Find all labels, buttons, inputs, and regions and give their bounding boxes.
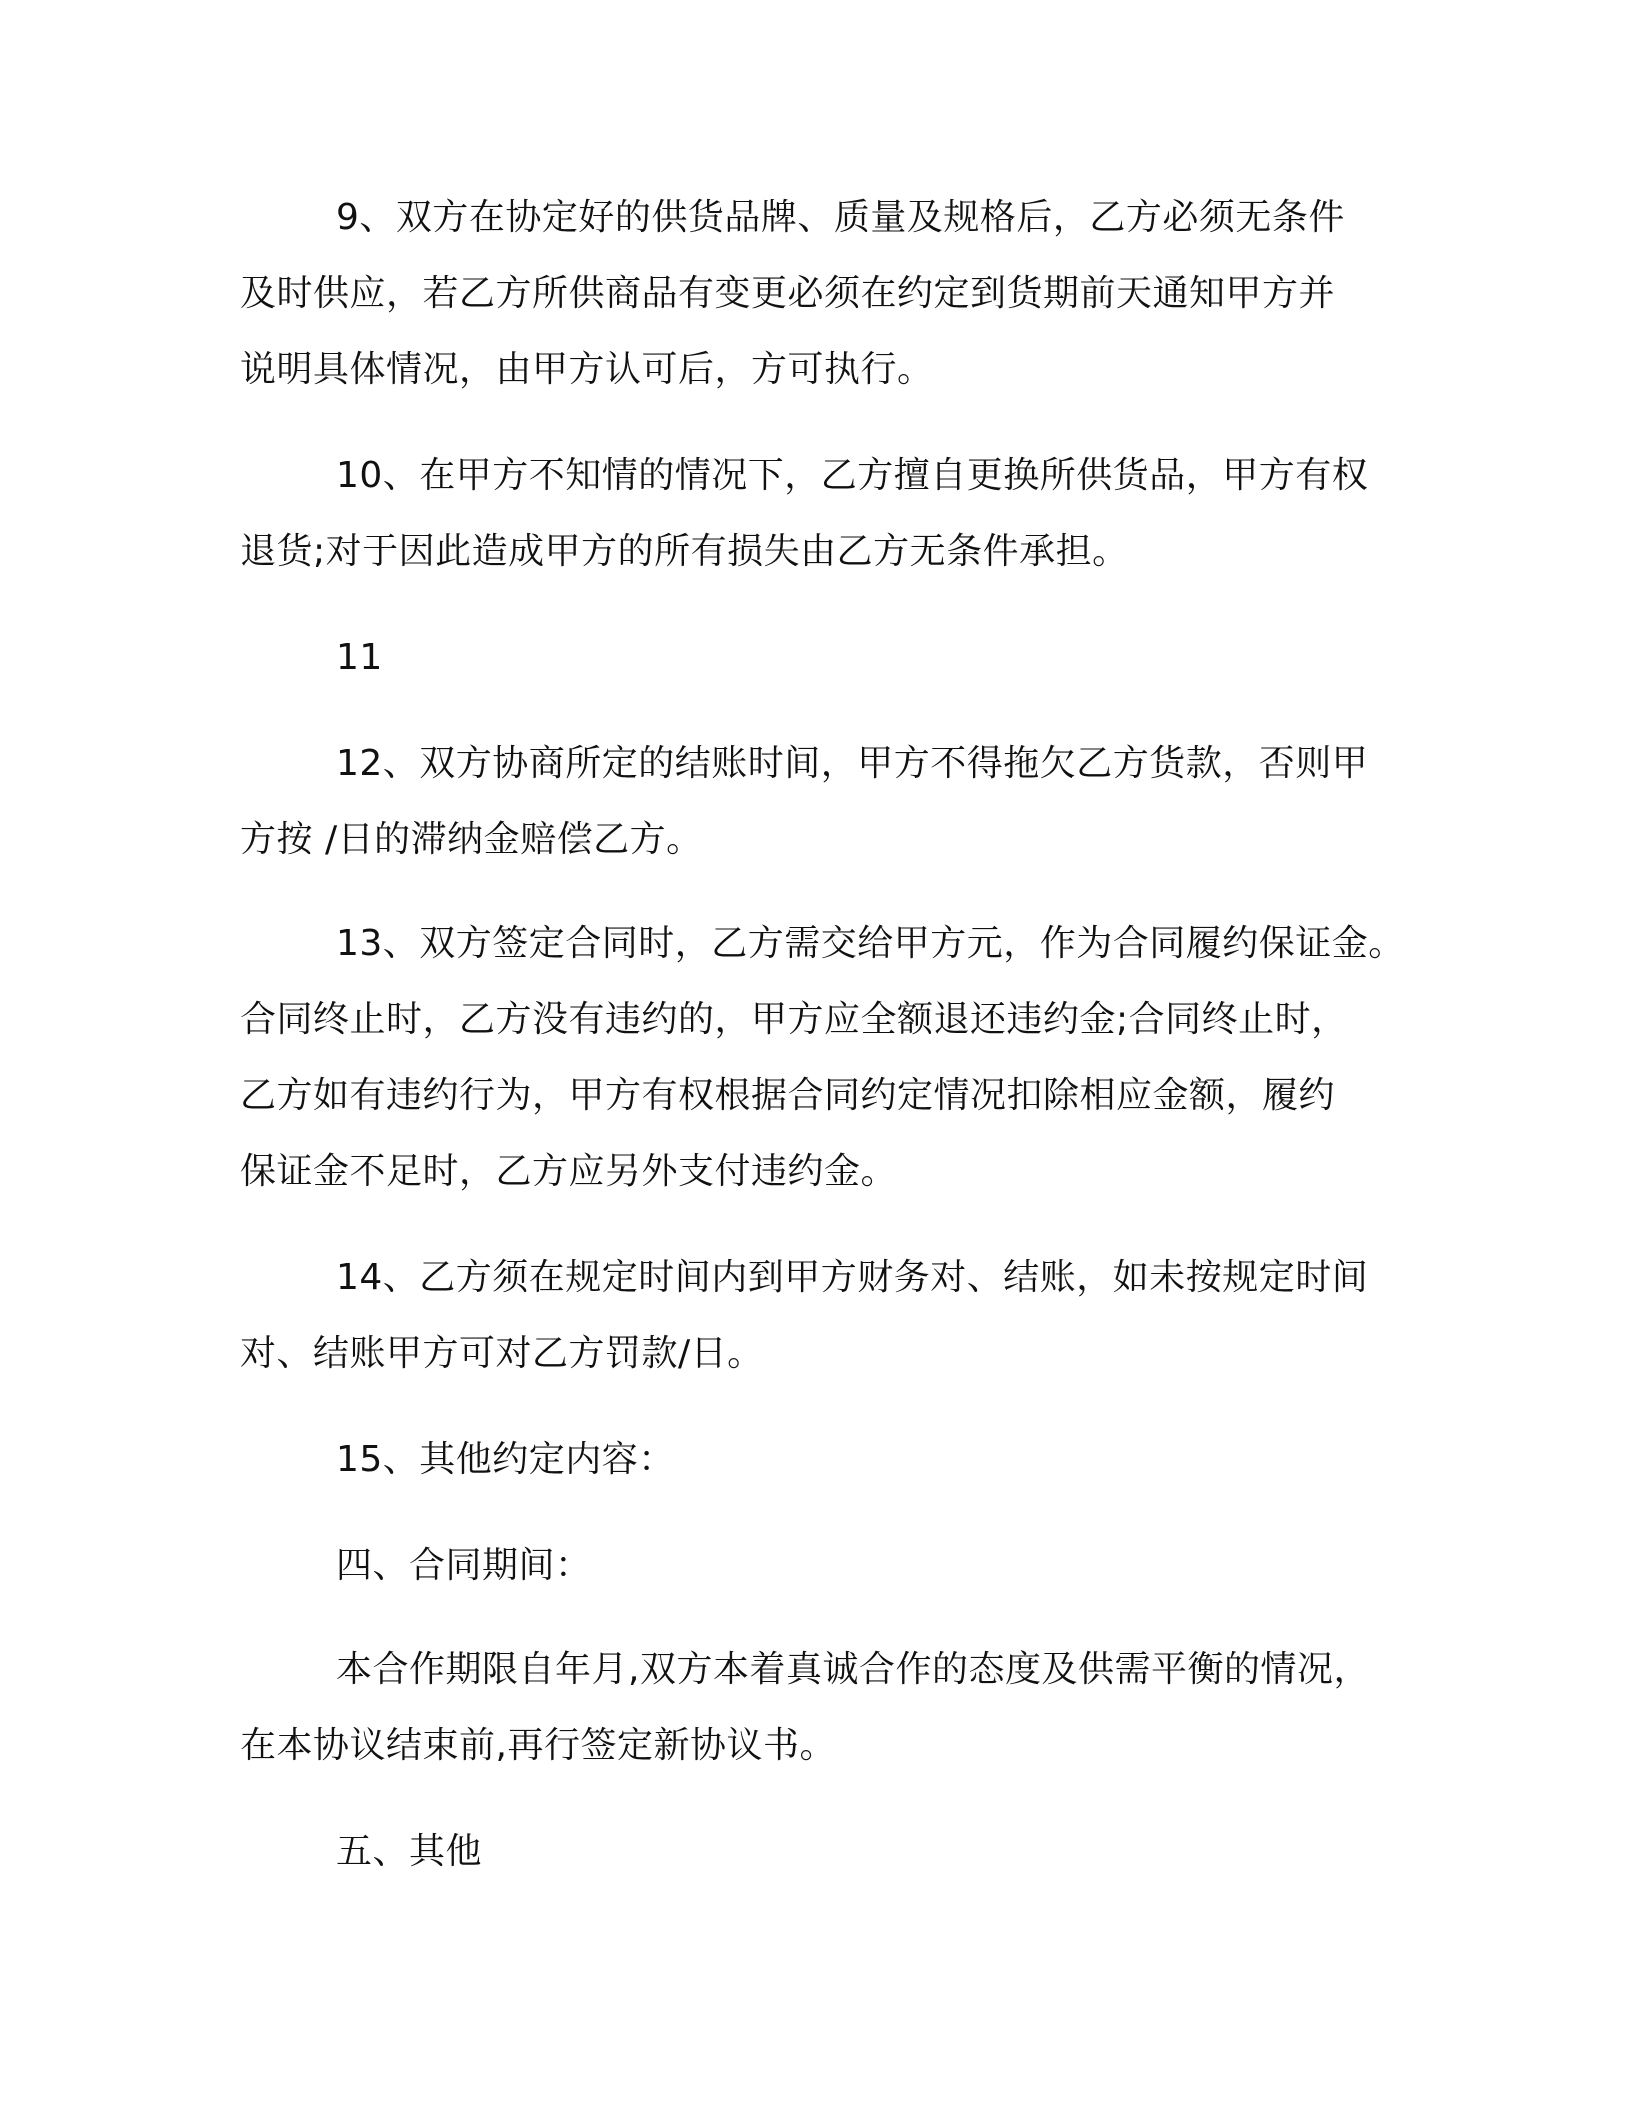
section-5-heading: 五、其他 (336, 1831, 483, 1872)
clause-13-line-3: 乙方如有违约行为，甲方有权根据合同约定情况扣除相应金额，履约 (240, 1075, 1336, 1116)
clause-13-line-1: 13、双方签定合同时，乙方需交给甲方元，作为合同履约保证金。 (336, 923, 1405, 964)
clause-15-line-1: 15、其他约定内容： (336, 1439, 675, 1480)
clause-14-line-2: 对、结账甲方可对乙方罚款/日。 (240, 1333, 764, 1374)
clause-10-line-2: 退货;对于因此造成甲方的所有损失由乙方无条件承担。 (240, 531, 1129, 572)
clause-10-line-1: 10、在甲方不知情的情况下，乙方擅自更换所供货品，甲方有权 (336, 455, 1369, 496)
clause-13-line-4: 保证金不足时，乙方应另外支付违约金。 (240, 1151, 898, 1192)
clause-12-line-2: 方按 /日的滞纳金赔偿乙方。 (240, 819, 703, 860)
section-4-heading: 四、合同期间： (336, 1545, 592, 1586)
clause-9-line-2: 及时供应，若乙方所供商品有变更必须在约定到货期前天通知甲方并 (240, 273, 1336, 314)
clause-13-line-2: 合同终止时，乙方没有违约的，甲方应全额退还违约金;合同终止时， (240, 999, 1348, 1040)
section-4-body-line-2: 在本协议结束前,再行签定新协议书。 (240, 1725, 836, 1766)
clause-9-line-3: 说明具体情况，由甲方认可后，方可执行。 (240, 349, 934, 390)
clause-12-line-1: 12、双方协商所定的结账时间，甲方不得拖欠乙方货款，否则甲 (336, 743, 1369, 784)
clause-9-line-1: 9、双方在协定好的供货品牌、质量及规格后，乙方必须无条件 (336, 197, 1345, 238)
clause-14-line-1: 14、乙方须在规定时间内到甲方财务对、结账，如未按规定时间 (336, 1257, 1369, 1298)
clause-11-line-1: 11 (336, 637, 383, 678)
section-4-body-line-1: 本合作期限自年月,双方本着真诚合作的态度及供需平衡的情况， (336, 1649, 1370, 1690)
